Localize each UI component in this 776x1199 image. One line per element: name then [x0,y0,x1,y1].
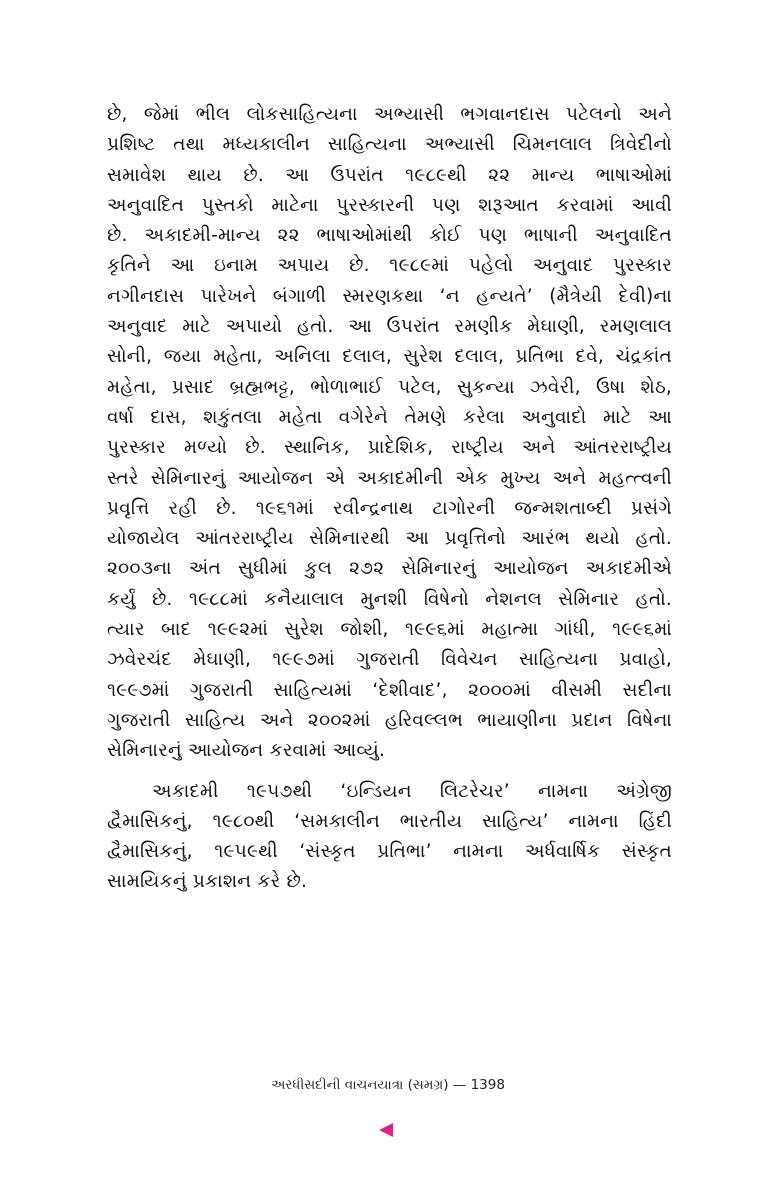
text-line: અકાદમી ૧૯૫૭થી ‘ઇન્ડિયન લિટરેચર’ નામના અંગ્રેજી [152,780,672,802]
text-line: મહેતા, પ્રસાદ બ્રહ્મભટ્ટ, ભોળાભાઈ પટેલ, સુકન્યા ઝવેરી, ઉષા શેઠ, [107,376,672,398]
text-line: પુરસ્કાર મળ્યો છે. સ્થાનિક, પ્રાદેશિક, રાષ્ટ્રીય અને આંતરરાષ્ટ્રીય [107,437,672,459]
previous-page-arrow-icon[interactable] [379,1123,393,1137]
text-line: નગીનદાસ પારેખને બંગાળી સ્મરણકથા ‘ન હન્યતે’ (મૈત્રેયી દેવી)ના [107,285,672,307]
text-line: પ્રશિષ્ટ તથા મધ્યકાલીન સાહિત્યના અભ્યાસી ચિમનલાલ ત્રિવેદીનો [107,134,672,156]
text-line: ત્યાર બાદ ૧૯૯૨માં સુરેશ જોશી, ૧૯૯૬માં મહાત્મા ગાંધી, ૧૯૯૬માં [107,619,672,641]
text-line: પ્રવૃત્તિ રહી છે. ૧૯૬૧માં રવીન્દ્રનાથ ટાગોરની જન્મશતાબ્દી પ્રસંગે [107,497,672,519]
text-line: સેમિનારનું આયોજન કરવામાં આવ્યું. [107,740,386,762]
text-line: સોની, જયા મહેતા, અનિલા દલાલ, સુરેશ દલાલ, પ્રતિભા દવે, ચંદ્રકાંત [107,346,672,368]
text-line: દ્વૈમાસિકનું, ૧૯૮૦થી ‘સમકાલીન ભારતીય સાહિત્ય’ નામના હિંદી [107,810,672,832]
text-line: યોજાયેલ આંતરરાષ્ટ્રીય સેમિનારથી આ પ્રવૃત્તિનો આરંભ થયો હતો. [107,528,672,550]
text-line: સ્તરે સેમિનારનું આયોજન એ અકાદમીની એક મુખ્ય અને મહત્ત્વની [107,467,672,489]
text-line: છે, જેમાં ભીલ લોકસાહિત્યના અભ્યાસી ભગવાનદાસ પટેલનો અને [107,104,672,125]
paragraph-2 [107,777,672,898]
text-line: ૧૯૯૭માં ગુજરાતી સાહિત્યમાં ‘દેશીવાદ’, ૨૦૦૦માં વીસમી સદીના [107,679,672,701]
text-line: અનુવાદિત પુસ્તકો માટેના પુરસ્કારની પણ શરૂઆત કરવામાં આવી [107,194,672,216]
text-line: અનુવાદ માટે અપાયો હતો. આ ઉપરાંત રમણીક મેઘાણી, રમણલાલ [107,316,672,338]
paragraph-1 [107,100,672,767]
text-line: સમાવેશ થાય છે. આ ઉપરાંત ૧૯૮૯થી ૨૨ માન્ય ભાષાઓમાં [107,164,672,186]
page-footer: અરધીસદીની વાચનયાત્રા (સમગ્ર) — 1398 [271,1077,505,1093]
text-line: કૃતિને આ ઇનામ અપાય છે. ૧૯૮૯માં પહેલો અનુવાદ પુરસ્કાર [107,255,672,277]
text-line: ૨૦૦૩ના અંત સુધીમાં કુલ ૨૭૨ સેમિનારનું આયોજન અકાદમીએ [107,558,672,580]
text-line: દ્વૈમાસિકનું, ૧૯૫૯થી ‘સંસ્કૃત પ્રતિભા’ નામના અર્ધવાર્ષિક સંસ્કૃત [107,841,672,863]
text-line: વર્ષા દાસ, શકુંતલા મહેતા વગેરેને તેમણે કરેલા અનુવાદો માટે આ [107,406,672,428]
text-line: ઝવેરચંદ મેઘાણી, ૧૯૯૭માં ગુજરાતી વિવેચન સાહિત્યના પ્રવાહો, [107,649,672,671]
text-line: ગુજરાતી સાહિત્ય અને ૨૦૦૨માં હરિવલ્લભ ભાયાણીના પ્રદાન વિષેના [107,709,672,731]
text-line: સામયિકનું પ્રકાશન કરે છે. [107,871,308,893]
text-line: કર્યું છે. ૧૯૮૮માં કનૈયાલાલ મુનશી વિષેનો નેશનલ સેમિનાર હતો. [107,588,672,610]
body-text [107,100,672,898]
text-line: છે. અકાદમી-માન્ય ૨૨ ભાષાઓમાંથી કોઈ પણ ભાષાની અનુવાદિત [107,225,672,247]
